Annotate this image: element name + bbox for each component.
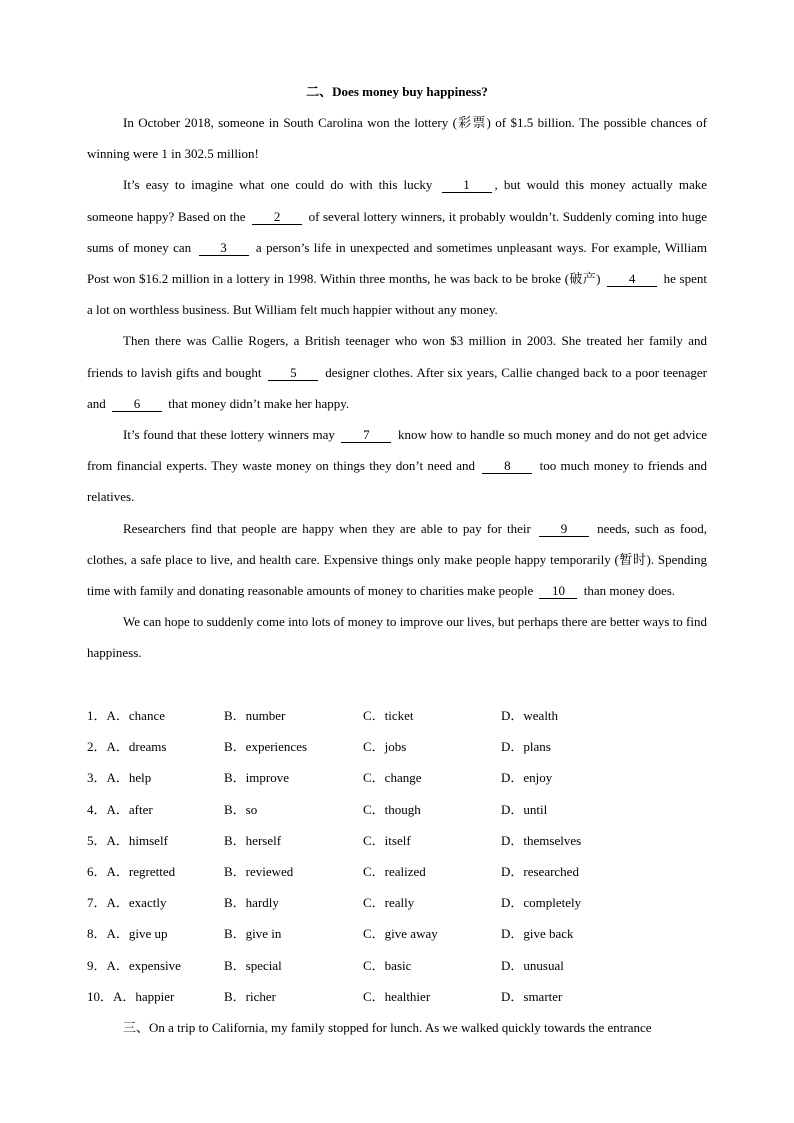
- question-option-b[interactable]: [224, 981, 276, 1012]
- passage-paragraph: [87, 325, 707, 419]
- option-label: A．himself: [106, 832, 168, 848]
- question-option-b[interactable]: [224, 731, 307, 762]
- option-label: A．chance: [106, 708, 165, 723]
- answer-blank[interactable]: 8: [482, 458, 532, 474]
- option-label: B．herself: [224, 832, 282, 848]
- option-label: C．realized: [363, 863, 426, 879]
- question-option-c[interactable]: [363, 825, 411, 856]
- next-section-start: 三、On a trip to California, my family stopped for lunch. As we walked quickly towards the entrance: [123, 1020, 652, 1035]
- answer-blank[interactable]: 5: [268, 365, 318, 381]
- question-option-d[interactable]: [501, 700, 558, 731]
- passage-text: , but would this money actually make someone happy? Based on the: [87, 177, 707, 224]
- question-option-a[interactable]: [87, 981, 174, 1012]
- question-option-c[interactable]: [363, 887, 414, 918]
- question-row: [87, 887, 707, 918]
- answer-blank[interactable]: 6: [112, 396, 162, 412]
- question-option-a[interactable]: [87, 856, 175, 887]
- answer-blank[interactable]: 9: [539, 521, 589, 537]
- passage-paragraph: [87, 513, 707, 607]
- question-row: [87, 731, 707, 762]
- passage-text: needs, such as food, clothes, a safe place to live, and health care. Expensive things only make people happy temporarily (暂时). Spending time with family and donating reasonable amounts of money to charities make people: [87, 520, 707, 599]
- passage-text: that money didn’t make her happy.: [165, 395, 350, 411]
- question-option-a[interactable]: [87, 700, 165, 731]
- question-number: 7．: [87, 895, 107, 911]
- question-option-d[interactable]: [501, 762, 552, 793]
- option-label: C．give away: [363, 926, 438, 942]
- option-label: C．jobs: [363, 739, 407, 755]
- question-option-d[interactable]: [501, 856, 579, 887]
- option-label: D．give back: [501, 926, 574, 942]
- question-option-b[interactable]: [224, 794, 257, 825]
- option-label: D．unusual: [501, 957, 564, 973]
- option-label: A．happier: [113, 988, 175, 1004]
- question-row: [87, 950, 707, 981]
- question-option-a[interactable]: [87, 762, 151, 793]
- option-label: A．dreams: [106, 739, 167, 755]
- option-label: C．ticket: [363, 708, 414, 723]
- question-option-a[interactable]: [87, 794, 153, 825]
- option-label: C．basic: [363, 957, 412, 973]
- option-label: C．really: [363, 895, 415, 911]
- question-option-b[interactable]: [224, 762, 289, 793]
- question-option-a[interactable]: [87, 731, 166, 762]
- question-option-d[interactable]: [501, 981, 562, 1012]
- question-number: 6．: [87, 863, 107, 879]
- option-label: B．reviewed: [224, 863, 294, 879]
- option-label: C．change: [363, 770, 422, 786]
- question-option-c[interactable]: [363, 918, 438, 949]
- question-row: [87, 918, 707, 949]
- option-label: A．give up: [106, 926, 168, 942]
- question-option-c[interactable]: [363, 731, 406, 762]
- passage-text: It’s easy to imagine what one could do with this lucky: [123, 177, 439, 193]
- question-option-a[interactable]: [87, 825, 168, 856]
- question-option-d[interactable]: [501, 950, 564, 981]
- passage-text: It’s found that these lottery winners may: [123, 427, 339, 443]
- option-label: A．expensive: [106, 957, 181, 973]
- question-number: 3．: [87, 770, 107, 786]
- passage-text: In October 2018, someone in South Carolina won the lottery (彩票) of $1.5 billion. The possible chances of winning were 1 in 302.5 million!: [87, 115, 707, 162]
- answer-blank[interactable]: 10: [539, 583, 577, 599]
- question-number: 4．: [87, 801, 107, 817]
- passage: [87, 107, 707, 669]
- option-label: A．after: [106, 801, 153, 817]
- option-label: B．so: [224, 801, 258, 817]
- question-option-b[interactable]: [224, 887, 279, 918]
- question-option-c[interactable]: [363, 762, 421, 793]
- question-option-d[interactable]: [501, 918, 574, 949]
- option-label: D．enjoy: [501, 770, 553, 786]
- option-label: D．plans: [501, 739, 551, 755]
- question-option-b[interactable]: [224, 950, 282, 981]
- question-number: 8．: [87, 926, 107, 942]
- answer-blank[interactable]: 7: [341, 427, 391, 443]
- question-number: 1．: [87, 708, 107, 723]
- question-option-c[interactable]: [363, 950, 411, 981]
- answer-options: [87, 700, 707, 1012]
- question-option-d[interactable]: [501, 731, 551, 762]
- question-option-a[interactable]: [87, 950, 181, 981]
- option-label: B．experiences: [224, 739, 308, 755]
- question-option-b[interactable]: [224, 856, 293, 887]
- answer-blank[interactable]: 3: [199, 240, 249, 256]
- option-label: A．regretted: [106, 863, 176, 879]
- question-option-d[interactable]: [501, 794, 547, 825]
- option-label: C．itself: [363, 832, 411, 848]
- answer-blank[interactable]: 1: [442, 177, 492, 193]
- option-label: D．smarter: [501, 988, 563, 1004]
- passage-text: he spent a lot on worthless business. But William felt much happier without any money.: [87, 271, 707, 318]
- option-label: D．researched: [501, 863, 579, 879]
- question-row: [87, 794, 707, 825]
- option-label: A．help: [106, 770, 152, 786]
- passage-text: too much money to friends and relatives.: [87, 458, 707, 505]
- option-label: B．richer: [224, 988, 276, 1004]
- passage-text: Researchers find that people are happy when they are able to pay for their: [123, 520, 536, 536]
- question-row: [87, 700, 707, 731]
- answer-blank[interactable]: 4: [607, 271, 657, 287]
- passage-text: than money does.: [580, 583, 676, 599]
- passage-text: designer clothes. After six years, Callie changed back to a poor teenager and: [87, 364, 707, 411]
- question-option-a[interactable]: [87, 918, 168, 949]
- option-label: C．though: [363, 801, 421, 817]
- passage-paragraph: [87, 169, 707, 325]
- passage-text: of several lottery winners, it probably wouldn’t. Suddenly coming into huge sums of money can: [87, 208, 707, 255]
- question-row: [87, 825, 707, 856]
- question-number: 10．: [87, 988, 114, 1004]
- option-label: B．give in: [224, 926, 282, 942]
- question-option-c[interactable]: [363, 700, 414, 731]
- passage-text: Then there was Callie Rogers, a British teenager who won $3 million in 2003. She treated her family and friends to lavish gifts and bought: [87, 333, 707, 380]
- question-option-c[interactable]: [363, 981, 430, 1012]
- option-label: D．completely: [501, 895, 582, 911]
- question-option-b[interactable]: [224, 825, 281, 856]
- passage-paragraph: [87, 419, 707, 513]
- question-option-b[interactable]: [224, 700, 285, 731]
- question-row: [87, 762, 707, 793]
- question-option-a[interactable]: [87, 887, 166, 918]
- passage-paragraph: [87, 107, 707, 169]
- option-label: B．hardly: [224, 895, 279, 911]
- option-label: D．until: [501, 801, 548, 817]
- passage-paragraph: [87, 606, 707, 668]
- question-option-c[interactable]: [363, 856, 426, 887]
- question-row: [87, 981, 707, 1012]
- question-option-b[interactable]: [224, 918, 281, 949]
- option-label: B．special: [224, 957, 282, 973]
- passage-text: know how to handle so much money and do not get advice from financial experts. They waste money on things they don’t need and: [87, 427, 707, 474]
- option-label: B．number: [224, 708, 286, 723]
- option-label: A．exactly: [106, 895, 167, 911]
- question-number: 9．: [87, 957, 107, 973]
- passage-text: We can hope to suddenly come into lots of money to improve our lives, but perhaps there are better ways to find happiness.: [87, 614, 707, 661]
- option-label: D．themselves: [501, 832, 582, 848]
- question-option-d[interactable]: [501, 887, 581, 918]
- option-label: C．healthier: [363, 988, 431, 1004]
- answer-blank[interactable]: 2: [252, 209, 302, 225]
- question-number: 5．: [87, 832, 107, 848]
- option-label: D．wealth: [501, 708, 559, 723]
- question-option-d[interactable]: [501, 825, 581, 856]
- option-label: B．improve: [224, 770, 289, 786]
- passage-text: a person’s life in unexpected and sometimes unpleasant ways. For example, William Post won $16.2 million in a lottery in 1998. Within three months, he was back to be broke (破产): [87, 239, 707, 287]
- section-title: 二、Does money buy happiness?: [306, 84, 488, 99]
- question-option-c[interactable]: [363, 794, 421, 825]
- question-number: 2．: [87, 739, 107, 755]
- question-row: [87, 856, 707, 887]
